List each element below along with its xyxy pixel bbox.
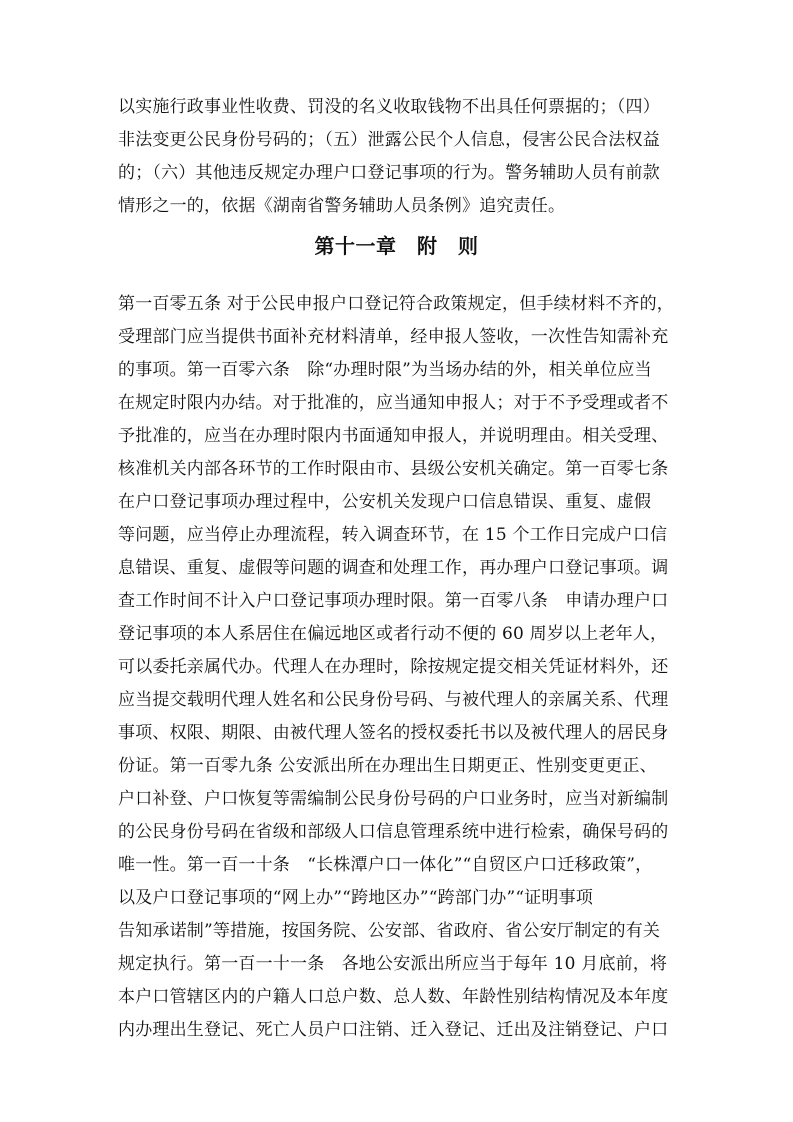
paragraph-line: 息错误、重复、虚假等问题的调查和处理工作，再办理户口登记事项。调 <box>118 558 669 578</box>
paragraph-line: 的公民身份号码在省级和部级人口信息管理系统中进行检索，确保号码的 <box>118 822 669 842</box>
paragraph-line: 核准机关内部各环节的工作时限由市、县级公安机关确定。第一百零七条 <box>118 459 669 479</box>
paragraph-line: 情形之一的，依据《湖南省警务辅助人员条例》追究责任。 <box>118 196 566 216</box>
paragraph-line: 份证。第一百零九条 公安派出所在办理出生日期更正、性别变更更正、 <box>118 756 657 776</box>
paragraph-line: 内办理出生登记、死亡人员户口注销、迁入登记、迁出及注销登记、户口 <box>118 1020 669 1040</box>
paragraph-line: 户口补登、户口恢复等需编制公民身份号码的户口业务时，应当对新编制 <box>118 789 669 809</box>
paragraph-line: 受理部门应当提供书面补充材料清单，经申报人签收，一次性告知需补充 <box>118 327 669 347</box>
paragraph-line: 在户口登记事项办理过程中，公安机关发现户口信息错误、重复、虚假 <box>118 492 652 512</box>
paragraph-line: 查工作时间不计入户口登记事项办理时限。第一百零八条 申请办理户口 <box>118 591 669 611</box>
paragraph-line: 应当提交载明代理人姓名和公民身份号码、与被代理人的亲属关系、代理 <box>118 690 669 710</box>
paragraph-line: 予批准的，应当在办理时限内书面通知申报人，并说明理由。相关受理、 <box>118 426 669 446</box>
paragraph-line: 以实施行政事业性收费、罚没的名义收取钱物不出具任何票据的；（四） <box>118 97 660 117</box>
paragraph-line: 事项、权限、期限、由被代理人签名的授权委托书以及被代理人的居民身 <box>118 723 669 743</box>
paragraph-line: 规定执行。第一百一十一条 各地公安派出所应当于每年 10 月底前，将 <box>118 954 668 974</box>
chapter-title: 第十一章 附 则 <box>314 234 479 258</box>
paragraph-line: 的事项。第一百零六条 除“办理时限”为当场办结的外，相关单位应当 <box>118 360 652 380</box>
paragraph-line: 本户口管辖区内的户籍人口总户数、总人数、年龄性别结构情况及本年度 <box>118 987 669 1007</box>
paragraph-line: 以及户口登记事项的“网上办”“跨地区办”“跨部门办”“证明事项 <box>118 888 594 908</box>
paragraph-line: 在规定时限内办结。对于批准的，应当通知申报人；对于不予受理或者不 <box>118 393 669 413</box>
paragraph-line: 非法变更公民身份号码的；（五）泄露公民个人信息，侵害公民合法权益 <box>118 130 660 150</box>
paragraph-line: 等问题，应当停止办理流程，转入调查环节，在 15 个工作日完成户口信 <box>118 525 668 545</box>
paragraph-line: 的；（六）其他违反规定办理户口登记事项的行为。警务辅助人员有前款 <box>118 163 660 183</box>
paragraph-line: 登记事项的本人系居住在偏远地区或者行动不便的 60 周岁以上老年人， <box>118 624 668 644</box>
paragraph-line: 唯一性。第一百一十条 “长株潭户口一体化”“自贸区户口迁移政策”， <box>118 855 653 875</box>
paragraph-line: 告知承诺制”等措施，按国务院、公安部、省政府、省公安厅制定的有关 <box>118 921 661 941</box>
paragraph-line: 第一百零五条 对于公民申报户口登记符合政策规定，但手续材料不齐的， <box>118 294 675 314</box>
paragraph-line: 可以委托亲属代办。代理人在办理时，除按规定提交相关凭证材料外，还 <box>118 657 669 677</box>
